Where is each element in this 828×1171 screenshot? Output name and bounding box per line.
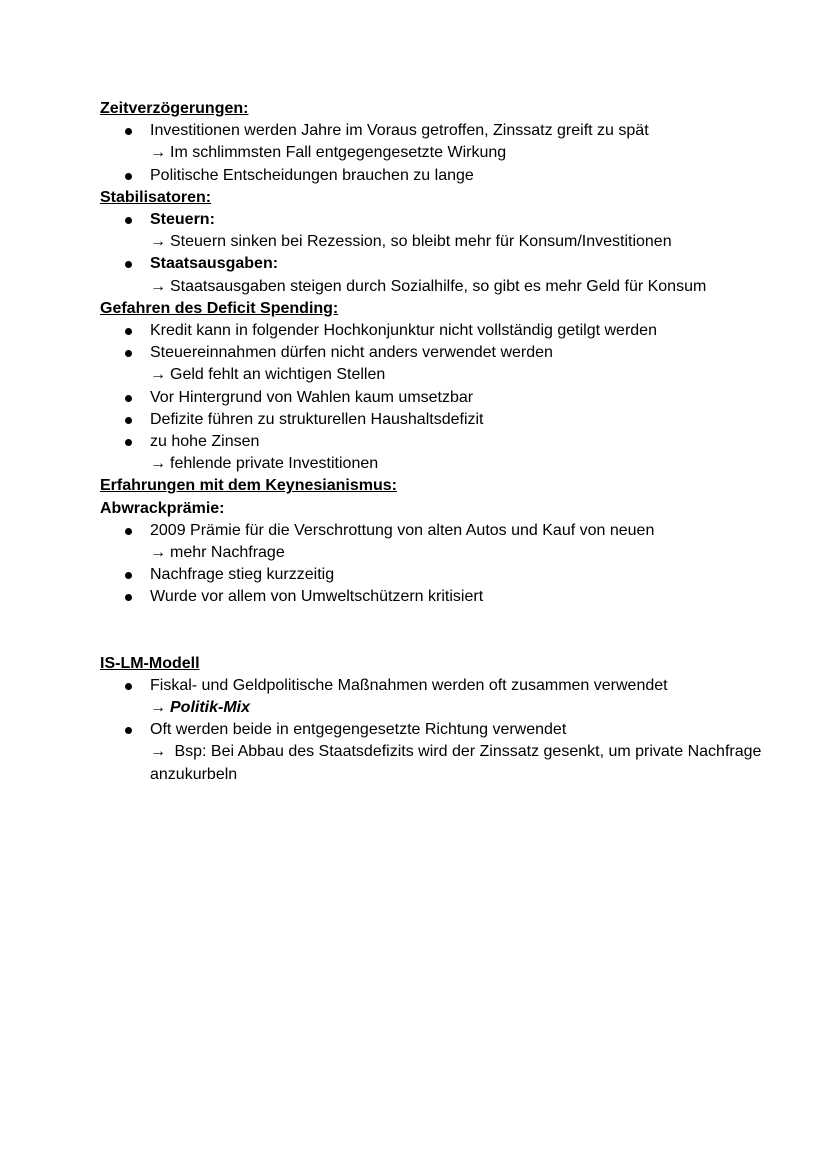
list-item-sub-text: Im schlimmsten Fall entgegengesetzte Wirkung [170,144,507,162]
list-item-text: Politische Entscheidungen brauchen zu lange [150,166,474,184]
list-item [100,520,768,564]
arrow-icon: → [150,144,166,162]
arrow-icon: → [150,277,166,295]
list-item [100,431,768,475]
section-heading: IS-LM-Modell [100,654,200,672]
list-item-sub-text: Politik-Mix [170,699,251,717]
section-heading: Erfahrungen mit dem Keynesianismus: [100,477,397,495]
list-item-text: Kredit kann in folgender Hochkonjunktur nicht vollständig getilgt werden [150,322,657,340]
list-item [100,586,768,608]
bullet-list [100,209,768,298]
arrow-icon: → [150,743,166,761]
bullet-list [100,520,768,609]
arrow-icon: → [150,455,166,473]
bullet-list [100,120,768,187]
list-item-sub [150,142,768,164]
list-item-sub [150,542,768,564]
arrow-icon: → [150,544,166,562]
list-item-sub [150,231,768,253]
list-item [100,409,768,431]
list-item-sub [150,364,768,386]
list-item [100,719,768,786]
arrow-icon: → [150,366,166,384]
list-item [100,120,768,164]
list-item-sub-text: mehr Nachfrage [170,544,285,562]
section-stabilisatoren [100,187,768,298]
list-item-text: Staatsausgaben: [150,255,279,273]
list-item [100,675,768,719]
list-item [100,564,768,586]
spacer [100,609,768,653]
list-item-sub-text: fehlende private Investitionen [170,455,379,473]
list-item-text: Vor Hintergrund von Wahlen kaum umsetzbar [150,388,474,406]
list-item-sub [150,276,768,298]
arrow-icon: → [150,699,166,717]
list-item-text: Wurde vor allem von Umweltschützern kritisiert [150,588,484,606]
list-item-text: Steuern: [150,211,215,229]
list-item-text: Investitionen werden Jahre im Voraus getroffen, Zinssatz greift zu spät [150,122,649,140]
section-heading: Stabilisatoren: [100,188,212,206]
section-heading: Zeitverzögerungen: [100,100,249,117]
section-heading: Gefahren des Deficit Spending: [100,299,339,317]
list-item-sub [150,697,768,719]
list-item-sub-text: Bsp: Bei Abbau des Staatsdefizits wird der Zinssatz gesenkt, um private Nachfrage anzukurbeln [150,743,762,783]
list-item-text: Nachfrage stieg kurzzeitig [150,566,335,584]
list-item [100,342,768,386]
section-zeitverzoegerungen [100,98,768,187]
section-gefahren [100,298,768,476]
arrow-icon: → [150,233,166,251]
section-erfahrungen [100,475,768,608]
list-item-sub [150,453,768,475]
list-item-text: 2009 Prämie für die Verschrottung von alten Autos und Kauf von neuen [150,521,655,539]
list-item-text: zu hohe Zinsen [150,433,260,451]
list-item-sub-text: Steuern sinken bei Rezession, so bleibt mehr für Konsum/Investitionen [170,233,672,251]
list-item [100,387,768,409]
bullet-list [100,675,768,786]
list-item-sub-text: Geld fehlt an wichtigen Stellen [170,366,386,384]
bullet-list [100,320,768,475]
list-item-sub-text: Staatsausgaben steigen durch Sozialhilfe, so gibt es mehr Geld für Konsum [170,277,707,295]
list-item-text: Steuereinnahmen dürfen nicht anders verwendet werden [150,344,553,362]
list-item [100,253,768,297]
list-item [100,165,768,187]
section-subheading: Abwrackprämie: [100,499,225,517]
section-is-lm-modell [100,653,768,786]
list-item [100,320,768,342]
list-item-sub [150,741,768,785]
list-item-text: Defizite führen zu strukturellen Haushaltsdefizit [150,410,484,428]
list-item-text: Oft werden beide in entgegengesetzte Richtung verwendet [150,721,567,739]
list-item [100,209,768,253]
list-item-text: Fiskal- und Geldpolitische Maßnahmen werden oft zusammen verwendet [150,676,668,694]
